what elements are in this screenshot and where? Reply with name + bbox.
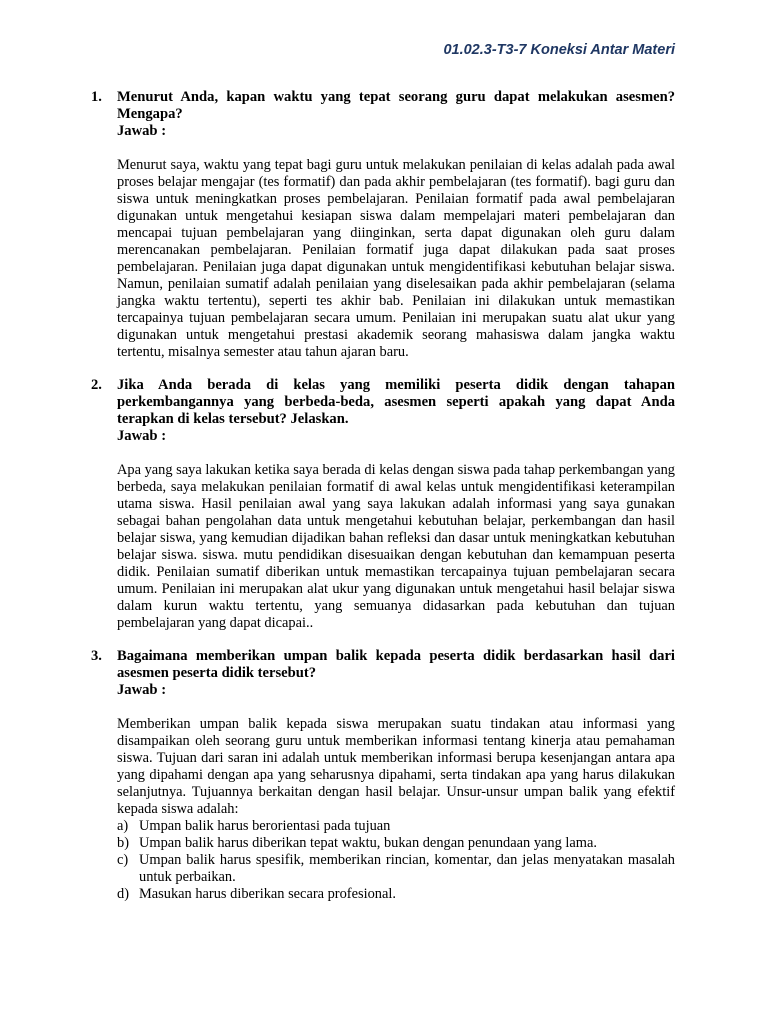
question-text: Menurut Anda, kapan waktu yang tepat seorang guru dapat melakukan asesmen? Mengapa? bbox=[117, 89, 675, 122]
feedback-elements-list bbox=[117, 818, 675, 903]
question-number: 1. bbox=[91, 89, 102, 105]
list-item-text: Umpan balik harus diberikan tepat waktu, bukan dengan penundaan yang lama. bbox=[139, 835, 597, 851]
question-number: 3. bbox=[91, 648, 102, 664]
document-header-title: 01.02.3-T3-7 Koneksi Antar Materi bbox=[443, 42, 675, 58]
question-1 bbox=[91, 89, 675, 361]
answer-label: Jawab : bbox=[117, 682, 167, 698]
question-number: 2. bbox=[91, 377, 102, 393]
list-item-text: Umpan balik harus spesifik, memberikan rincian, komentar, dan jelas menyatakan masalah untuk perbaikan. bbox=[139, 852, 675, 885]
list-item bbox=[117, 835, 675, 852]
list-item bbox=[117, 818, 675, 835]
answer-paragraph: Apa yang saya lakukan ketika saya berada di kelas dengan siswa pada tahap perkembangan yang berbeda, saya melakukan penilaian formatif di awal kelas untuk mengidentifikasi keterampilan utama siswa. Hasil penilaian awal yang saya lakukan adalah informasi yang saya gunakan sebagai bahan pengolahan data untuk mengetahui kebutuhan belajar, perkembangan dan hasil belajar siswa, yang kemudian dijadikan bahan refleksi dan dasar untuk meningkatkan kebutuhan belajar siswa. siswa. mutu pendidikan disesuaikan dengan kebutuhan dan kemampuan peserta didik. Penilaian sumatif diberikan untuk memastikan tercapainya tujuan pembelajaran secara umum. Penilaian ini merupakan alat ukur yang digunakan untuk mengetahui hasil belajar siswa dalam kurun waktu tertentu, yang semuanya didasarkan pada kebutuhan dan tujuan pembelajaran yang dapat dicapai.. bbox=[117, 462, 675, 631]
answer-paragraph: Menurut saya, waktu yang tepat bagi guru untuk melakukan penilaian di kelas adalah pada awal proses belajar mengajar (tes formatif) dan pada akhir pembelajaran (tes formatif). bagi guru dan siswa untuk meningkatkan proses pembelajaran. Penilaian formatif pada awal pembelajaran digunakan untuk mengetahui kesiapan siswa dalam mempelajari materi pembelajaran dan mencapai tujuan pembelajaran yang diinginkan, serta dapat digunakan oleh guru dalam merencanakan pembelajaran. Penilaian formatif juga dapat dilakukan pada saat proses pembelajaran. Penilaian juga dapat digunakan untuk mengidentifikasi kebutuhan belajar siswa. Namun, penilaian sumatif adalah penilaian yang diselesaikan pada akhir pembelajaran (selama jangka waktu tertentu), seperti tes akhir bab. Penilaian ini dilakukan untuk memastikan tercapainya tujuan pembelajaran secara umum. Penilaian ini merupakan suatu alat ukur yang digunakan untuk mengetahui prestasi akademik seorang mahasiswa dalam jangka waktu tertentu, misalnya semester atau tahun ajaran baru. bbox=[117, 157, 675, 360]
question-3 bbox=[91, 648, 675, 903]
answer-label: Jawab : bbox=[117, 123, 167, 139]
answer-label: Jawab : bbox=[117, 428, 167, 444]
list-item-letter: b) bbox=[117, 835, 129, 851]
list-item-text: Umpan balik harus berorientasi pada tujuan bbox=[139, 818, 391, 834]
list-item-letter: d) bbox=[117, 886, 129, 902]
question-text: Bagaimana memberikan umpan balik kepada peserta didik berdasarkan hasil dari asesmen peserta didik tersebut? bbox=[117, 648, 675, 681]
question-2 bbox=[91, 377, 675, 632]
list-item bbox=[117, 852, 675, 886]
list-item-letter: a) bbox=[117, 818, 129, 834]
list-item bbox=[117, 886, 675, 903]
list-item-letter: c) bbox=[117, 852, 129, 868]
question-list bbox=[91, 89, 675, 903]
list-item-text: Masukan harus diberikan secara profesional. bbox=[139, 886, 396, 902]
question-text: Jika Anda berada di kelas yang memiliki peserta didik dengan tahapan perkembangannya yang berbeda-beda, asesmen seperti apakah yang dapat Anda terapkan di kelas tersebut? Jelaskan. bbox=[117, 377, 675, 427]
answer-paragraph: Memberikan umpan balik kepada siswa merupakan suatu tindakan atau informasi yang disampaikan oleh seorang guru untuk memberikan informasi tentang kinerja atau pemahaman siswa. Tujuan dari saran ini adalah untuk memberikan informasi berupa kesenjangan antara apa yang dipahami dengan apa yang seharusnya dipahami, serta tindakan apa yang harus dilakukan selanjutnya. Tujuannya berkaitan dengan hasil belajar. Unsur-unsur umpan balik yang efektif kepada siswa adalah: bbox=[117, 716, 675, 817]
